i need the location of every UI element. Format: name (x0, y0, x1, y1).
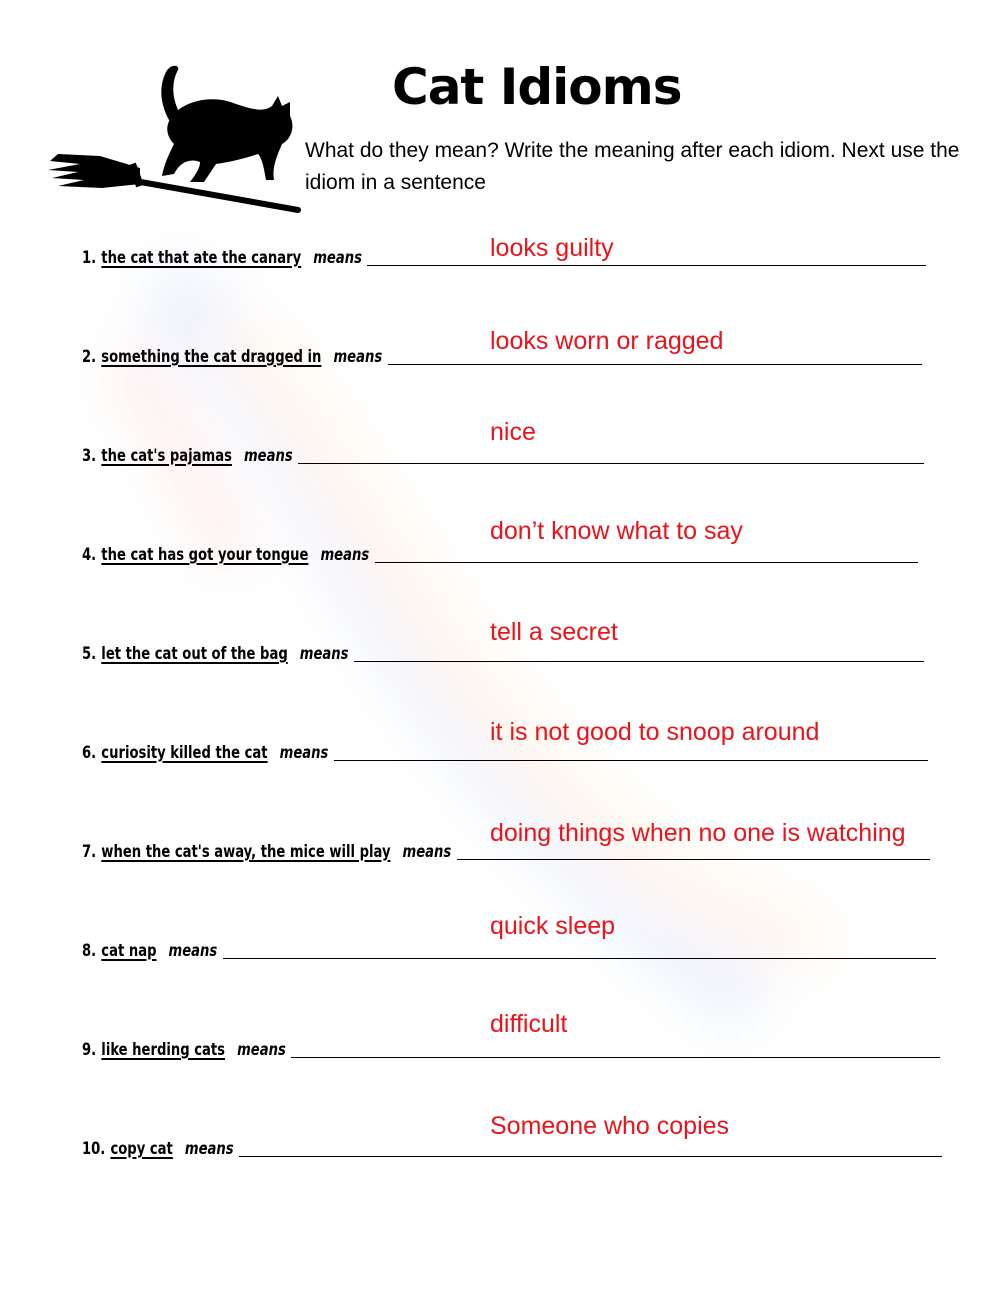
idiom-text: like herding cats (101, 1040, 226, 1060)
idiom-text: curiosity killed the cat (101, 743, 268, 763)
item-number: 8. (82, 941, 97, 961)
answer-blank-line[interactable] (388, 364, 922, 365)
idiom-text: the cat that ate the canary (101, 248, 302, 268)
idiom-prompt (82, 347, 386, 367)
idiom-prompt (82, 644, 352, 664)
answer-blank-line[interactable] (375, 562, 918, 563)
means-label: means (333, 347, 383, 367)
means-label: means (313, 248, 362, 268)
handwritten-answer: difficult (490, 1010, 568, 1038)
idiom-text: cat nap (101, 941, 157, 961)
idiom-prompt (82, 842, 455, 862)
means-label: means (237, 1040, 286, 1060)
means-label: means (299, 644, 349, 664)
means-label: means (243, 446, 293, 466)
item-number: 7. (82, 842, 97, 862)
item-number: 10. (82, 1139, 106, 1159)
idiom-prompt (82, 1040, 289, 1060)
answer-blank-line[interactable] (354, 661, 924, 662)
means-label: means (402, 842, 452, 862)
idiom-row (82, 426, 1000, 466)
answer-blank-line[interactable] (239, 1156, 942, 1157)
answer-blank-line[interactable] (334, 760, 928, 761)
idiom-prompt (82, 941, 221, 961)
handwritten-answer: don’t know what to say (490, 517, 743, 545)
worksheet-title: Cat Idioms (392, 58, 682, 116)
handwritten-answer: doing things when no one is watching (490, 819, 906, 847)
answer-blank-line[interactable] (223, 958, 936, 959)
answer-blank-line[interactable] (298, 463, 924, 464)
item-number: 2. (82, 347, 97, 367)
worksheet-instructions: What do they mean? Write the meaning after each idiom. Next use the idiom in a sentence (305, 139, 960, 194)
cat-on-broom-icon (40, 58, 310, 218)
handwritten-answer: quick sleep (490, 912, 616, 940)
item-number: 4. (82, 545, 97, 565)
item-number: 9. (82, 1040, 97, 1060)
means-label: means (168, 941, 218, 961)
item-number: 3. (82, 446, 97, 466)
idiom-text: let the cat out of the bag (101, 644, 288, 664)
idiom-prompt (82, 743, 332, 763)
idiom-text: the cat's pajamas (101, 446, 232, 466)
handwritten-answer: Someone who copies (490, 1112, 730, 1140)
idiom-text: the cat has got your tongue (101, 545, 309, 565)
idiom-prompt (82, 545, 373, 565)
item-number: 6. (82, 743, 97, 763)
answer-blank-line[interactable] (457, 859, 930, 860)
idiom-prompt (82, 1139, 237, 1159)
answer-blank-line[interactable] (291, 1057, 940, 1058)
item-number: 5. (82, 644, 97, 664)
handwritten-answer: nice (490, 418, 536, 446)
means-label: means (320, 545, 370, 565)
handwritten-answer: tell a secret (490, 618, 618, 646)
idiom-text: when the cat's away, the mice will play (101, 842, 391, 862)
answer-blank-line[interactable] (367, 265, 926, 266)
handwritten-answer: it is not good to snoop around (490, 718, 820, 746)
idiom-text: something the cat dragged in (101, 347, 322, 367)
idiom-prompt (82, 248, 365, 268)
handwritten-answer: looks guilty (490, 234, 614, 262)
idiom-text: copy cat (110, 1139, 173, 1159)
means-label: means (184, 1139, 234, 1159)
idiom-prompt (82, 446, 296, 466)
means-label: means (279, 743, 329, 763)
item-number: 1. (82, 248, 97, 268)
handwritten-answer: looks worn or ragged (490, 327, 724, 355)
